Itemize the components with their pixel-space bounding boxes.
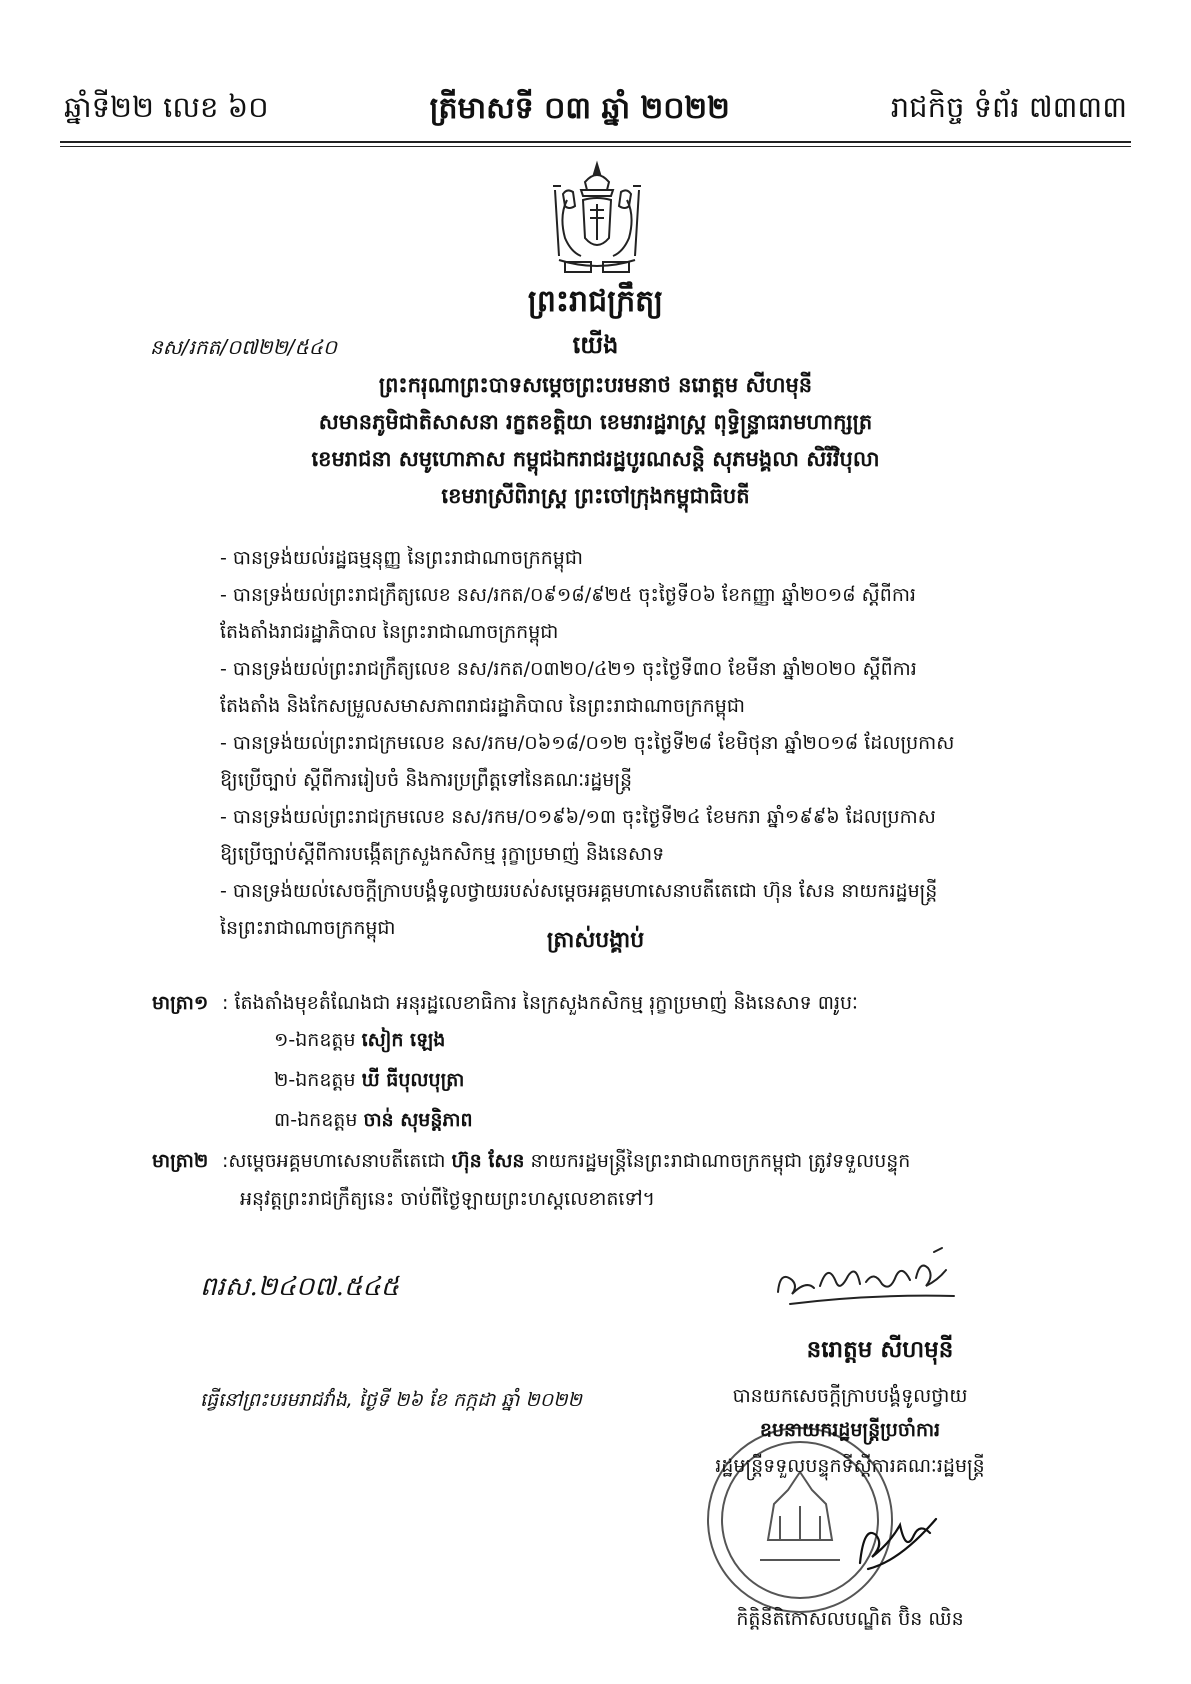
reference-item: - បានទ្រង់យល់ព្រះរាជក្រឹត្យលេខ នស/រកត/០៣២០/៤២១ ចុះថ្ងៃទី៣០ ខែមីនា ឆ្នាំ២០២០ ស្តីពីការ	[220, 658, 917, 680]
reference-item-continued: ឱ្យប្រើច្បាប់ ស្តីពីការរៀបចំ និងការប្រព្រឹត្តទៅនៃគណៈរដ្ឋមន្ត្រី	[220, 769, 633, 791]
reference-item-continued: តែងតាំង និងកែសម្រួលសមាសភាពរាជរដ្ឋាភិបាល នៃព្រះរាជាណាចក្រកម្ពុជា	[220, 695, 745, 717]
header-rule-thin	[60, 146, 1131, 147]
article-2-label: មាត្រា២	[152, 1150, 209, 1172]
appointee-item	[274, 1020, 473, 1060]
reference-item: - បានទ្រង់យល់សេចក្តីក្រាបបង្គំទូលថ្វាយរបស់សម្តេចអគ្គមហាសេនាបតីតេជោ ហ៊ុន សែន នាយករដ្ឋមន្ត្រី	[220, 880, 938, 902]
article-2	[152, 1142, 1032, 1218]
countersignature-icon	[850, 1505, 940, 1575]
article-1	[152, 984, 1032, 1022]
gazette-header	[64, 88, 1127, 134]
countersign-line: រដ្ឋមន្ត្រីទទួលបន្ទុកទីស្តីការគណៈរដ្ឋមន្ត្រី	[715, 1455, 985, 1477]
king-title-line: ខេមរាស្រីពិរាស្ត្រ ព្រះចៅក្រុងកម្ពុជាធិបតី	[441, 484, 750, 508]
handwritten-reference-number: ពរស.២៤០៧.៥៤៥	[200, 1272, 400, 1302]
decision-heading: ត្រាស់បង្គាប់	[546, 928, 645, 953]
article-1-label: មាត្រា១	[152, 992, 209, 1014]
reference-item: - បានទ្រង់យល់រដ្ឋធម្មនុញ្ញ នៃព្រះរាជាណាចក្រកម្ពុជា	[220, 547, 583, 569]
king-title-line: ព្រះករុណាព្រះបាទសម្តេចព្រះបរមនាថ នរោត្តម សីហមុនី	[378, 373, 813, 397]
countersign-line: បានយកសេចក្តីក្រាបបង្គំទូលថ្វាយ	[732, 1385, 968, 1407]
appointee-name: ចាន់ សុមន្តិភាព	[363, 1109, 473, 1131]
appointee-name: ឃី ធីបុលបុត្រា	[361, 1069, 465, 1091]
reference-item: - បានទ្រង់យល់ព្រះរាជក្រមលេខ នស/រកម/០១៩៦/១៣ ចុះថ្ងៃទី២៤ ខែមករា ឆ្នាំ១៩៩៦ ដែលប្រកាស	[220, 806, 936, 828]
appointee-prefix: ២-ឯកឧត្តម	[274, 1069, 356, 1091]
header-quarter: ត្រីមាសទី ០៣ ឆ្នាំ ២០២២	[429, 91, 730, 126]
header-year-issue: ឆ្នាំទី២២ លេខ ៦០	[64, 90, 269, 124]
king-name: នរោត្តម សីហមុនី	[806, 1337, 954, 1363]
reference-item-continued: នៃព្រះរាជាណាចក្រកម្ពុជា	[220, 917, 396, 939]
royal-arms-of-cambodia-icon	[545, 160, 649, 278]
appointee-name: សៀក ឡេង	[361, 1029, 446, 1051]
appointee-prefix: ៣-ឯកឧត្តម	[274, 1109, 358, 1131]
appointee-item	[274, 1100, 473, 1140]
decree-title: ព្រះរាជក្រឹត្យ	[527, 284, 664, 319]
reference-item: - បានទ្រង់យល់ព្រះរាជក្រឹត្យលេខ នស/រកត/០៩១៨/៩២៥ ចុះថ្ងៃទី០៦ ខែកញ្ញា ឆ្នាំ២០១៨ ស្តីពីការ	[220, 584, 916, 606]
header-page: រាជកិច្ច ទំព័រ ៧៣៣៣	[890, 90, 1127, 124]
reference-item: - បានទ្រង់យល់ព្រះរាជក្រមលេខ នស/រកម/០៦១៨/០១២ ចុះថ្ងៃទី២៨ ខែមិថុនា ឆ្នាំ២០១៨ ដែលប្រកាស	[220, 732, 955, 754]
reference-item-continued: តែងតាំងរាជរដ្ឋាភិបាល នៃព្រះរាជាណាចក្រកម្ពុជា	[220, 621, 559, 643]
appointee-item	[274, 1060, 473, 1100]
handwritten-signature-icon	[770, 1240, 960, 1310]
appointee-prefix: ១-ឯកឧត្តម	[274, 1029, 356, 1051]
we-heading: យើង	[572, 331, 619, 359]
appointee-list	[274, 1020, 473, 1140]
countersigner-name: កិត្តិនីតិកោសលបណ្ឌិត ប៊ិន ឈិន	[736, 1608, 964, 1630]
reference-item-continued: ឱ្យប្រើច្បាប់ស្តីពីការបង្កើតក្រសួងកសិកម្ម រុក្ខាប្រមាញ់ និងនេសាទ	[220, 843, 665, 865]
king-title-line: ខេមរាជនា សមូហោភាស កម្ពុជឯករាជរដ្ឋបូរណសន្តិ សុភមង្គលា សិរីវិបុលា	[311, 447, 880, 471]
king-title-line: សមានភូមិជាតិសាសនា រក្ខតខត្តិយា ខេមរារដ្ឋរាស្ត្រ ពុទ្ធិន្ទ្រាធរាមហាក្សត្រ	[318, 410, 873, 434]
decree-number: នស/រកត/០៧២២/៥៤០	[150, 335, 338, 359]
article-2-text-continued: អនុវត្តព្រះរាជក្រឹត្យនេះ ចាប់ពីថ្ងៃឡាយព្រះហស្តលេខាតទៅ។	[240, 1188, 656, 1210]
countersign-line: ឧបនាយករដ្ឋមន្ត្រីប្រចាំការ	[759, 1419, 941, 1441]
header-rule	[60, 141, 1131, 143]
article-2-name: ហ៊ុន សែន	[451, 1150, 525, 1172]
article-2-text-post: នាយករដ្ឋមន្ត្រីនៃព្រះរាជាណាចក្រកម្ពុជា ត្រូវទទួលបន្ទុក	[530, 1150, 911, 1172]
article-2-text-pre: :សម្តេចអគ្គមហាសេនាបតីតេជោ	[222, 1150, 446, 1172]
article-1-text: : តែងតាំងមុខតំណែងជា អនុរដ្ឋលេខាធិការ នៃក្រសួងកសិកម្ម រុក្ខាប្រមាញ់ និងនេសាទ ៣រូបៈ	[222, 992, 858, 1014]
place-and-date: ធ្វើនៅព្រះបរមរាជវាំង, ថ្ងៃទី ២៦ ខែ កក្កដា ឆ្នាំ ២០២២	[200, 1389, 582, 1411]
references-list	[220, 540, 1010, 947]
